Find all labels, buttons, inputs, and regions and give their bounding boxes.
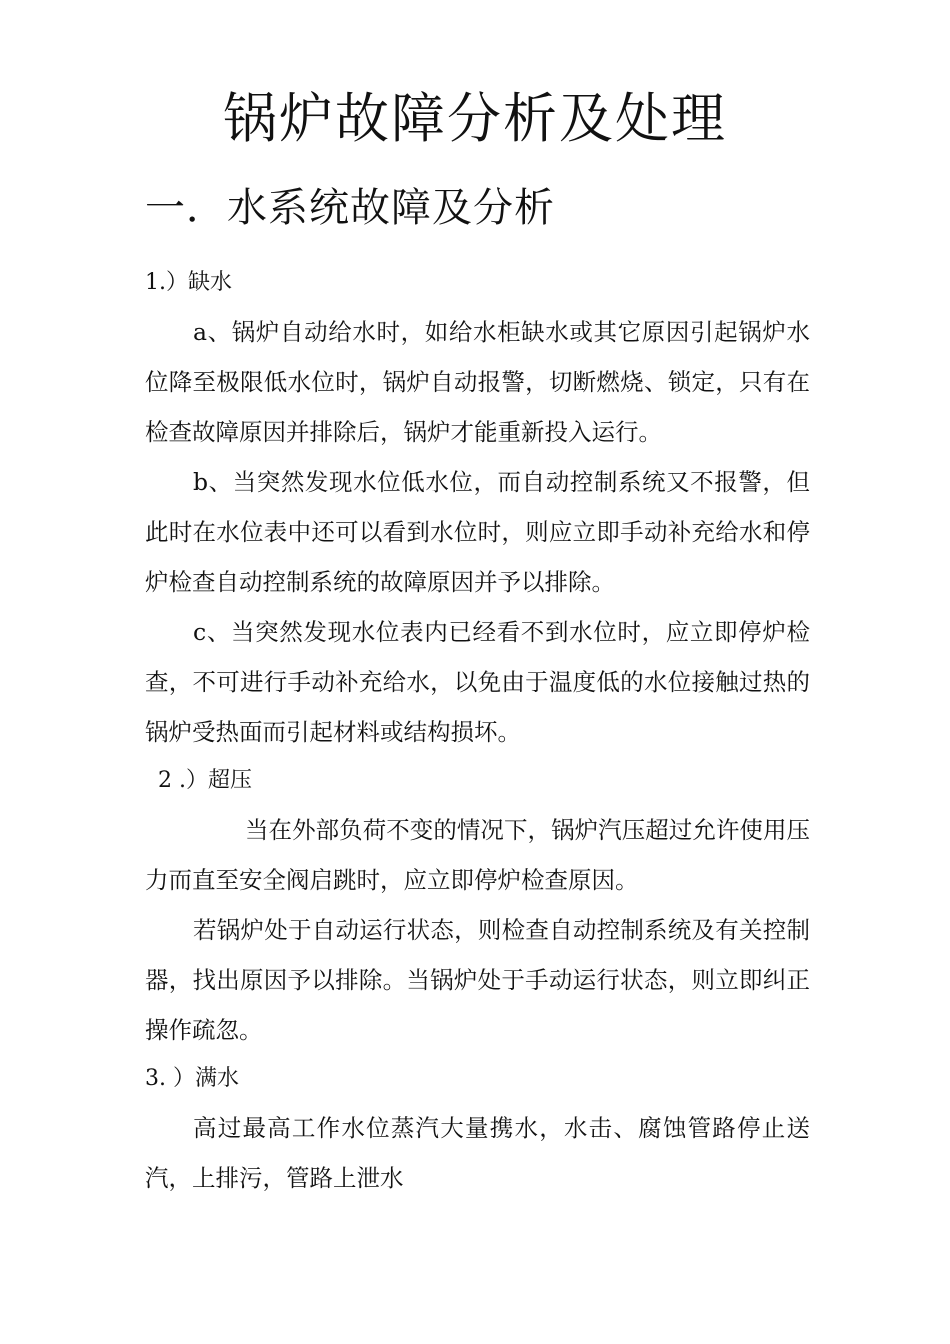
paragraph-overflow: 高过最高工作水位蒸汽大量携水，水击、腐蚀管路停止送汽，上排污，管路上泄水 xyxy=(145,1114,810,1192)
paragraph-overpressure-2: 若锅炉处于自动运行状态，则检查自动控制系统及有关控制器，找出原因予以排除。当锅炉处于手动运行状态，则立即纠正操作疏忽。 xyxy=(145,916,810,1044)
paragraph-overpressure-1: 当在外部负荷不变的情况下，锅炉汽压超过允许使用压力而直至安全阀启跳时，应立即停炉检查原因。 xyxy=(145,816,810,894)
section-heading: 一．水系统故障及分析 xyxy=(145,185,555,231)
paragraph-shortage-a: a、锅炉自动给水时，如给水柜缺水或其它原因引起锅炉水位降至极限低水位时，锅炉自动报警，切断燃烧、锁定，只有在检查故障原因并排除后，锅炉才能重新投入运行。 xyxy=(145,318,810,446)
item-label-shortage: 1.）缺水 xyxy=(145,270,232,295)
paragraph-shortage-b: b、当突然发现水位低水位，而自动控制系统又不报警，但此时在水位表中还可以看到水位时，则应立即手动补充给水和停炉检查自动控制系统的故障原因并予以排除。 xyxy=(145,468,810,596)
item-label-overpressure: 2 .）超压 xyxy=(158,768,252,793)
item-label-overflow: 3. ）满水 xyxy=(145,1066,239,1091)
paragraph-shortage-c: c、当突然发现水位表内已经看不到水位时，应立即停炉检查，不可进行手动补充给水，以免由于温度低的水位接触过热的锅炉受热面而引起材料或结构损坏。 xyxy=(145,618,810,746)
document-title: 锅炉故障分析及处理 xyxy=(223,87,727,150)
